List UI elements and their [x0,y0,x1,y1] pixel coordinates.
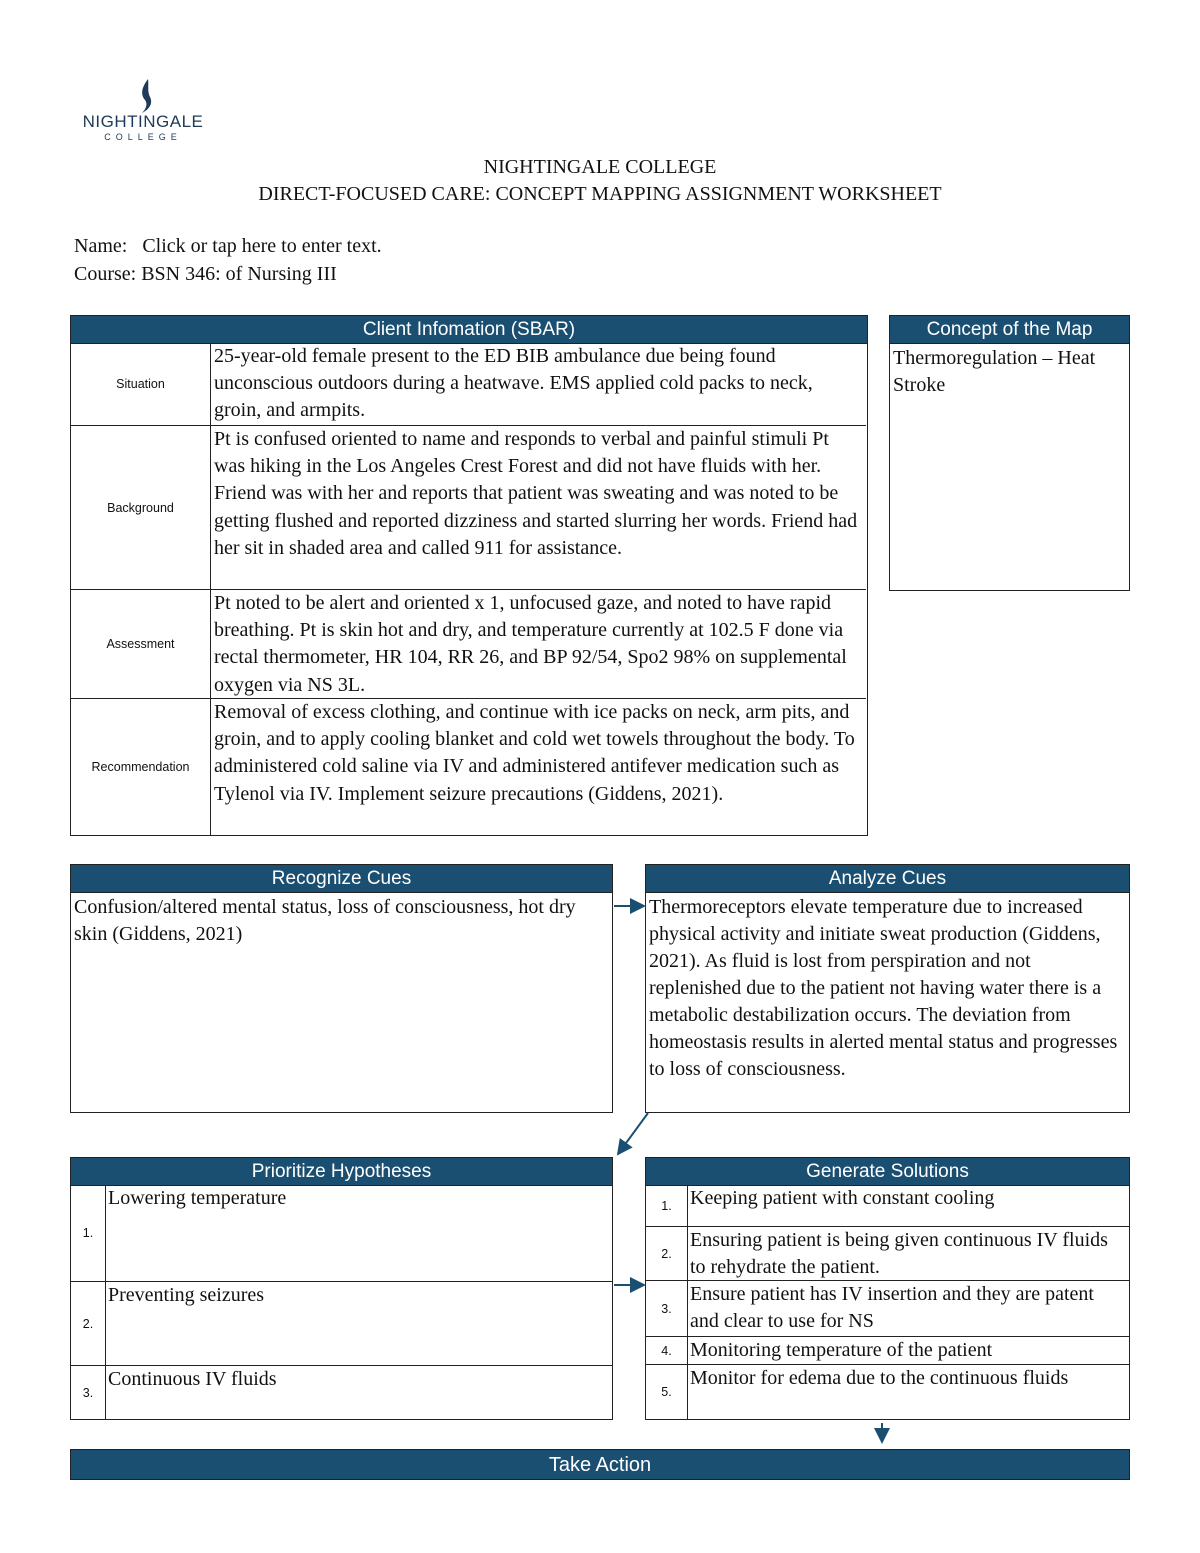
solution-text[interactable]: Ensuring patient is being given continuous IV fluids to rehydrate the patient. [690,1229,1108,1278]
concept-text[interactable]: Thermoregulation – Heat Stroke [893,347,1096,396]
sbar-row-background [71,425,866,589]
logo-subtext: COLLEGE [104,132,182,142]
hypothesis-text[interactable]: Preventing seizures [108,1284,265,1306]
sbar-row-situation [71,343,866,425]
solution-number: 3. [646,1281,688,1336]
solution-row [646,1226,1129,1280]
generate-header: Generate Solutions [646,1158,1129,1186]
college-logo [78,78,218,148]
prioritize-header: Prioritize Hypotheses [71,1158,612,1186]
analyze-cues-header: Analyze Cues [646,865,1129,893]
name-line [74,235,382,258]
logo-wordmark: NIGHTINGALE [82,112,204,131]
page-subtitle: DIRECT-FOCUSED CARE: CONCEPT MAPPING ASSIGNMENT WORKSHEET [258,183,942,205]
sbar-label: Background [71,426,211,589]
analyze-cues-box [645,864,1130,1113]
sbar-text[interactable]: 25-year-old female present to the ED BIB ambulance due being found unconscious outdoors during a heatwave. EMS applied cold packs to neck, groin, and armpits. [214,345,813,422]
sbar-label: Situation [71,343,211,425]
hypothesis-number: 3. [71,1366,106,1419]
solution-row [646,1364,1129,1419]
sbar-label: Assessment [71,590,211,698]
page-title: NIGHTINGALE COLLEGE [483,156,717,178]
take-action-header: Take Action [70,1449,1130,1480]
solution-row [646,1336,1129,1364]
recognize-cues-text[interactable]: Confusion/altered mental status, loss of consciousness, hot dry skin (Giddens, 2021) [74,896,576,945]
sbar-table [70,315,868,836]
course-value: BSN 346: of Nursing III [141,263,337,285]
solution-row [646,1185,1129,1226]
solution-number: 5. [646,1365,688,1419]
prioritize-hypotheses-box [70,1157,613,1420]
sbar-header: Client Infomation (SBAR) [71,316,867,344]
generate-solutions-box [645,1157,1130,1420]
hypothesis-row [71,1365,612,1419]
hypothesis-text[interactable]: Lowering temperature [108,1187,287,1209]
sbar-text[interactable]: Pt noted to be alert and oriented x 1, unfocused gaze, and noted to have rapid breathing. Pt is skin hot and dry, and temperature currently at 102.5 F done via rectal thermometer, HR 104, RR 26, and BP 92/54, Spo2 98% on supplemental oxygen via NS 3L. [214,592,847,696]
sbar-label: Recommendation [71,699,211,835]
sbar-row-recommendation [71,698,866,835]
recognize-cues-box [70,864,613,1113]
name-field[interactable]: Click or tap here to enter text. [142,235,382,257]
solution-row [646,1280,1129,1336]
recognize-cues-header: Recognize Cues [71,865,612,893]
name-label: Name: [74,235,128,257]
solution-number: 2. [646,1227,688,1280]
arrow-analyze-to-prioritize [618,1113,648,1154]
solution-number: 4. [646,1337,688,1364]
course-label: Course: [74,263,137,285]
solution-text[interactable]: Monitoring temperature of the patient [690,1339,993,1361]
concept-header: Concept of the Map [890,316,1129,344]
hypothesis-text[interactable]: Continuous IV fluids [108,1368,277,1390]
course-line [74,263,337,286]
hypothesis-number: 2. [71,1282,106,1365]
hypothesis-number: 1. [71,1185,106,1281]
solution-number: 1. [646,1185,688,1226]
solution-text[interactable]: Ensure patient has IV insertion and they are patent and clear to use for NS [690,1283,1094,1332]
solution-text[interactable]: Keeping patient with constant cooling [690,1187,995,1209]
hypothesis-row [71,1281,612,1365]
analyze-cues-text[interactable]: Thermoreceptors elevate temperature due to increased physical activity and initiate sweat production (Giddens, 2021). As fluid is lost from perspiration and not replenished due to the patient not having water there is a metabolic destabilization occurs. The deviation from homeostasis results in alerted mental status and progresses to loss of consciousness. [649,896,1118,1080]
sbar-text[interactable]: Removal of excess clothing, and continue with ice packs on neck, arm pits, and groin, and to apply cooling blanket and cold wet towels throughout the body. To administered cold saline via IV and administered antifever medication such as Tylenol via IV. Implement seizure precautions (Giddens, 2021). [214,701,855,805]
sbar-row-assessment [71,589,866,698]
solution-text[interactable]: Monitor for edema due to the continuous fluids [690,1367,1069,1389]
flame-icon [136,78,158,114]
concept-box [889,315,1130,591]
sbar-text[interactable]: Pt is confused oriented to name and responds to verbal and painful stimuli Pt was hiking in the Los Angeles Crest Forest and did not have fluids with her. Friend was with her and reports that patient was sweating and was noted to be getting flushed and reported dizziness and started slurring her words. Friend had her sit in shaded area and called 911 for assistance. [214,428,858,559]
hypothesis-row [71,1185,612,1281]
